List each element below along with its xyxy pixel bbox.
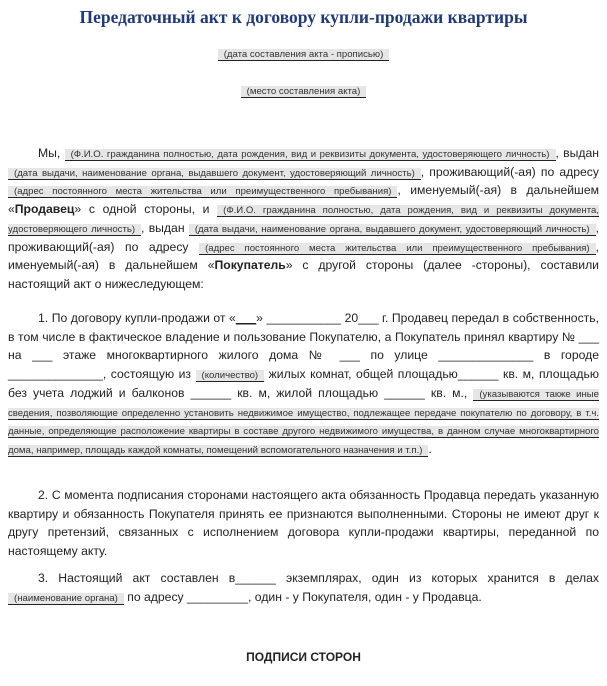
clause-1 [8,309,599,459]
clause2-text: 2. С момента подписания сторонами настоящего акта обязанность Продавца передать указанную квартиру и обязанность Покупателя принять ее признаются выполненными. Стороны не имеют друг к другу претензий, связанных с исполнением договора купли-продажи квартиры, переданной по настоящему акту. [8,488,599,559]
rooms-placeholder: (количество) [196,370,265,382]
clause1-text-5: жилых комнат, общей площадью______ кв. м, площадью без учета лоджий и балконов ______ кв. м, жилой площадью ______ кв. м., [8,367,599,400]
place-placeholder: (место составления акта) [241,86,367,98]
preamble-residing-2: , проживающий(-ая) по адресу [8,220,600,254]
preamble-residing: , проживающий(-ая) по адресу [420,164,599,179]
seller-name-placeholder: (Ф.И.О. гражданина полностью, дата рождения, вид и реквизиты документа, удостоверяющего личность) [65,149,556,161]
clause-2 [8,486,599,561]
signatures-heading: ПОДПИСИ СТОРОН [246,650,361,664]
preamble [8,144,599,294]
seller-address-placeholder: (адрес постоянного места жительства или преимущественного пребывания) [8,186,397,198]
clause3-text-1: 3. Настоящий акт составлен в______ экземплярах, один из которых хранится в делах [38,571,599,585]
clause1-text-3: 20 [341,311,359,325]
preamble-hereinafter: , именуемый(-ая) в дальнейшем « [8,183,599,217]
preamble-one-side: » с одной стороны, и [74,202,210,217]
buyer-address-placeholder: (адрес постоянного места жительства или преимущественного пребывания) [199,243,596,255]
clause-3 [8,569,599,606]
document-title: Передаточный акт к договору купли-продажи квартиры [79,7,528,27]
clause3-text-2: по адресу _________, один - у Покупателя, один - у Продавца. [123,589,482,604]
clause1-text-6: . [428,441,432,456]
buyer-name-placeholder: (Ф.И.О. гражданина полностью, дата рождения, вид и реквизиты документа, удостоверяющего личность) [8,205,599,235]
buyer-issued-placeholder: (дата выдачи, наименование органа, выдавшего документ, удостоверяющий личность) [189,224,596,236]
seller-issued-placeholder: (дата выдачи, наименование органа, выдавшего документ, удостоверяющий личность) [8,168,421,180]
clause1-text-1: 1. По договору купли-продажи от « [38,311,236,325]
clause1-text-4: г. Продавец передал в собственность, в том числе в фактическое владение и пользование Покупателю, а Покупатель принял квартиру № ___ на ___ этаже многоквартирного жилого дома № ___ по улице ______________ в городе ______________, состоящую из [8,311,599,382]
preamble-issued: , выдан [555,146,599,160]
property-details-placeholder: (указываются также иные сведения, позволяющие определенно установить недвижимое имущество, подлежащее передаче покупателю по договору, в т.ч. данные, определяющие расположение квартиры в составе другого недвижимого имущества, в данном случае многоквартирного дома, например, площадь каждой комнаты, помещений вспомогательного назначения и т.п.) [8,388,599,456]
seller-role: Продавец [14,202,75,217]
month-blank: ___________ [266,311,342,325]
buyer-role: Покупатель [214,258,286,273]
preamble-other-side: » с другой стороны (далее -стороны), составили настоящий акт о нижеследующем: [8,258,599,291]
organ-placeholder: (наименование органа) [8,593,124,605]
date-line [8,46,599,61]
preamble-issued-2: , выдан [141,220,185,235]
preamble-hereinafter-2: , именуемый(-ая) в дальнейшем « [8,239,599,273]
date-placeholder: (дата составления акта - прописью) [218,49,390,61]
place-line [8,83,599,98]
clause1-text-2: » [256,311,267,325]
year-blank: ___ [358,311,379,325]
day-blank: ___ [235,311,257,325]
preamble-we: Мы, [38,146,61,160]
